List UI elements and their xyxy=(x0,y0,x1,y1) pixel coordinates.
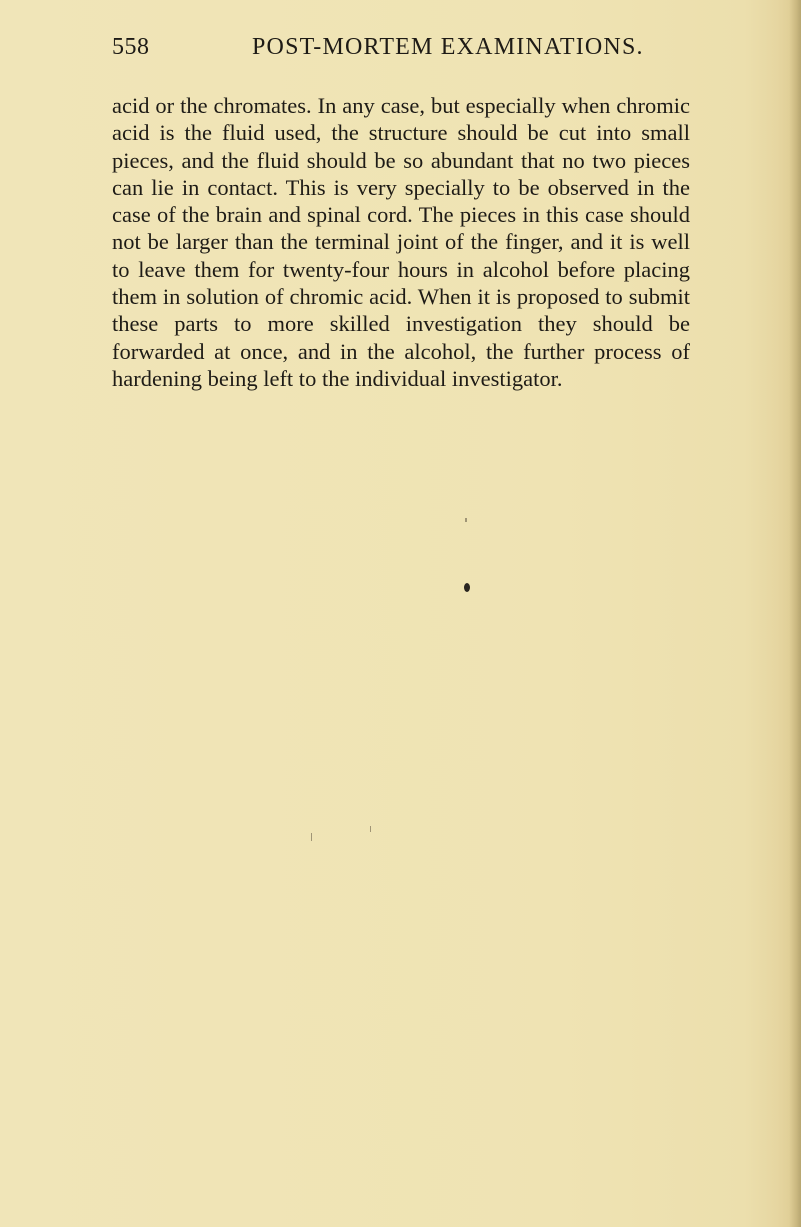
paper-speck xyxy=(311,833,312,841)
ink-spot xyxy=(464,583,470,592)
running-head: POST-MORTEM EXAMINATIONS. xyxy=(252,34,644,60)
page-edge-shadow xyxy=(789,0,801,1227)
paper-speck xyxy=(465,518,467,522)
page-header xyxy=(112,34,692,70)
body-paragraph: acid or the chromates. In any case, but especially when chromic acid is the fluid used, the structure should be cut into small pieces, and the fluid should be so abundant that no two pieces can lie in contact. This is very specially to be observed in the case of the brain and spinal cord. The pieces in this case should not be larger than the terminal joint of the finger, and it is well to leave them for twenty-four hours in alcohol before placing them in solution of chromic acid. When it is proposed to submit these parts to more skilled investigation they should be forwarded at once, and in the alcohol, the further process of hardening being left to the individual investigator. xyxy=(112,93,690,391)
paper-speck xyxy=(370,826,371,832)
page-number: 558 xyxy=(112,34,150,60)
